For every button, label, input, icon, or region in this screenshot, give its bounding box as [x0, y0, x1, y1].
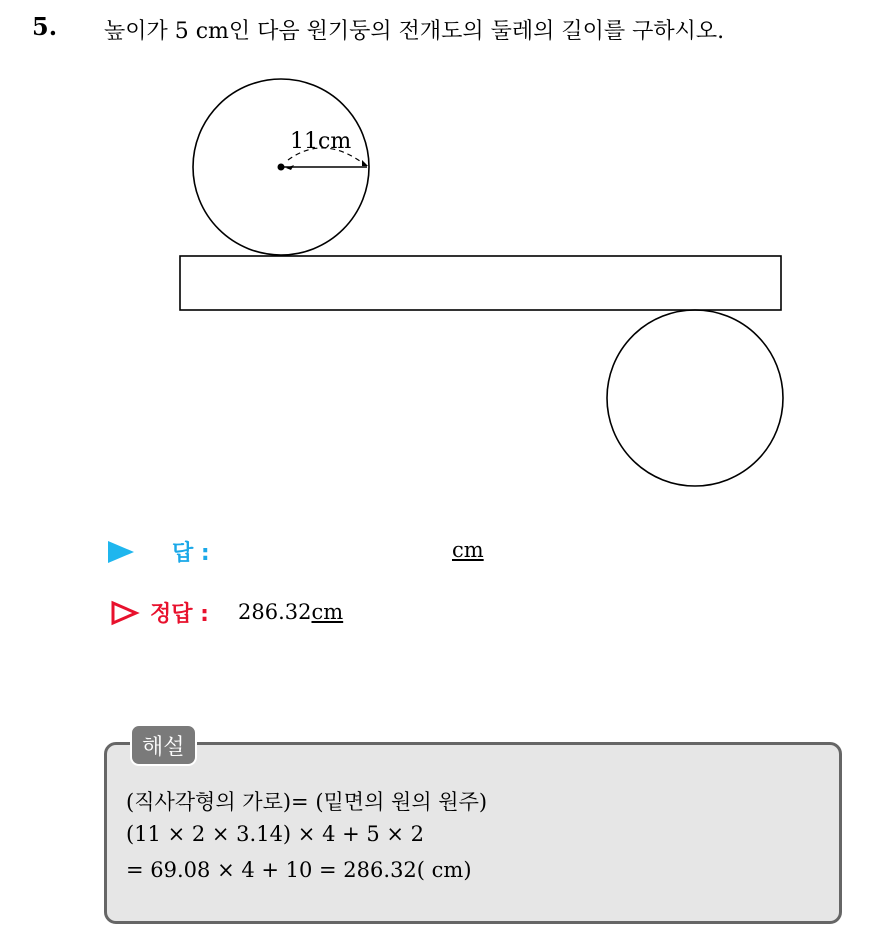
- correct-value-unit: cm: [311, 600, 344, 624]
- answer-marker: [108, 536, 134, 568]
- solution-line-3: = 69.08 × 4 + 10 = 286.32( cm): [126, 858, 472, 882]
- play-triangle-icon: [108, 541, 134, 563]
- bottom-base-circle: [607, 310, 783, 486]
- correct-value-number: 286.32: [238, 600, 312, 624]
- radius-label: 11cm: [290, 129, 352, 154]
- solution-tag: 해설: [130, 724, 197, 766]
- answer-label: 답 :: [172, 541, 210, 566]
- solution-line-1: (직사각형의 가로)= (밑면의 원의 원주): [126, 790, 488, 814]
- arrowhead-right: [362, 160, 368, 166]
- answer-unit: cm: [452, 538, 484, 562]
- outline-triangle-icon: [110, 600, 140, 626]
- lateral-rectangle: [180, 256, 781, 310]
- correct-answer-value: [238, 600, 343, 624]
- question-text: 높이가 5 cm인 다음 원기둥의 전개도의 둘레의 길이를 구하시오.: [104, 19, 725, 44]
- solution-line-2: (11 × 2 × 3.14) × 4 + 5 × 2: [126, 822, 425, 846]
- question-number: 5.: [32, 12, 58, 41]
- correct-answer-label: 정답 :: [150, 602, 209, 627]
